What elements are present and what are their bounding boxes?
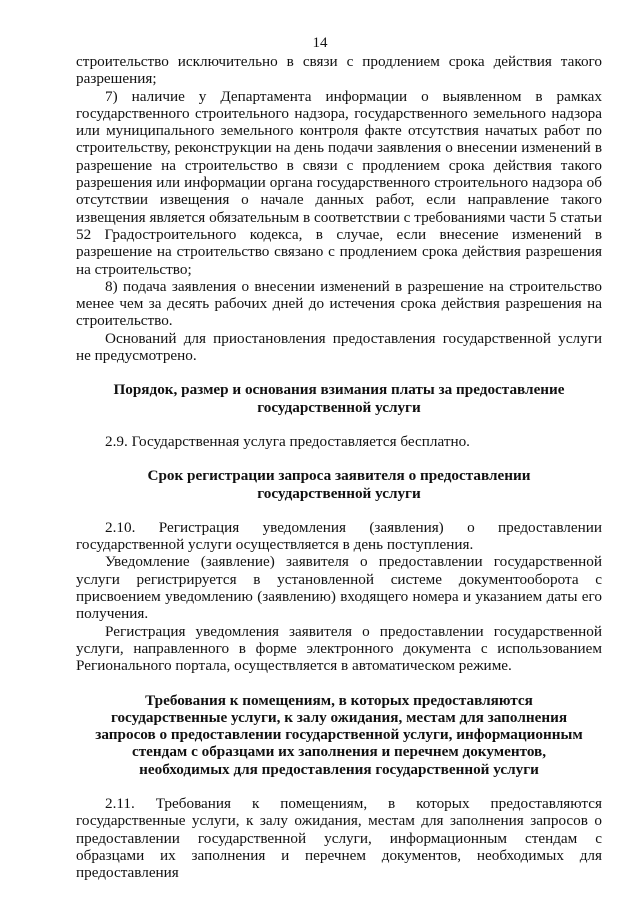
paragraph-item-7: 7) наличие у Департамента информации о выявленном в рамках государственного строительного надзора, государственного земельного надзора или муниципального земельного контроля факте отсутствия начатых работ по строительству, реконструкции на день подачи заявления о внесении изменений в разрешение на строительство в связи с продлением срока действия такого разрешения или информации органа государственного строительного надзора об отсутствии извещения о начале данных работ, если направление такого извещения является обязательным в соответствии с требованиями части 5 статьи 52 Градостроительного кодекса, в случае, если внесение изменений в разрешение на строительство связано с продлением срока действия разрешения на строительство; bbox=[76, 87, 602, 278]
document-body bbox=[76, 53, 602, 881]
paragraph-2-10: 2.10. Регистрация уведомления (заявления) о предоставлении государственной услуги осуществляется в день поступления. bbox=[76, 518, 602, 554]
section-heading-registration: Срок регистрации запроса заявителя о предоставлении государственной услуги bbox=[147, 467, 531, 502]
paragraph-no-suspension: Оснований для приостановления предоставления государственной услуги не предусмотрено. bbox=[76, 329, 602, 365]
section-heading-fee: Порядок, размер и основания взимания платы за предоставление государственной услуги bbox=[113, 381, 565, 416]
paragraph-notice-registration: Уведомление (заявление) заявителя о предоставлении государственной услуги регистрируется в установленной системе документооборота с присвоением уведомлению (заявлению) входящего номера и указанием даты его получения. bbox=[76, 553, 602, 623]
paragraph-electronic-registration: Регистрация уведомления заявителя о предоставлении государственной услуги, направленного в форме электронного документа с использованием Регионального портала, осуществляется в автоматическом режиме. bbox=[76, 622, 602, 675]
paragraph-continuation: строительство исключительно в связи с продлением срока действия такого разрешения; bbox=[76, 53, 602, 88]
paragraph-2-9: 2.9. Государственная услуга предоставляется бесплатно. bbox=[105, 432, 470, 450]
page-number: 14 bbox=[312, 35, 328, 51]
section-heading-premises: Требования к помещениям, в которых предоставляются государственные услуги, к залу ожидания, местам для заполнения запросов о предоставлении государственной услуги, информационным стендам с образцами их заполнения и перечнем документов, необходимых для предоставления государственной услуги bbox=[95, 691, 583, 778]
paragraph-item-8: 8) подача заявления о внесении изменений в разрешение на строительство менее чем за десять рабочих дней до истечения срока действия разрешения на строительство. bbox=[76, 277, 602, 330]
paragraph-2-11: 2.11. Требования к помещениям, в которых предоставляются государственные услуги, к залу ожидания, местам для заполнения запросов о предоставлении государственной услуги, информационным стендам с образцами их заполнения и перечнем документов, необходимых для предоставления bbox=[76, 794, 602, 882]
